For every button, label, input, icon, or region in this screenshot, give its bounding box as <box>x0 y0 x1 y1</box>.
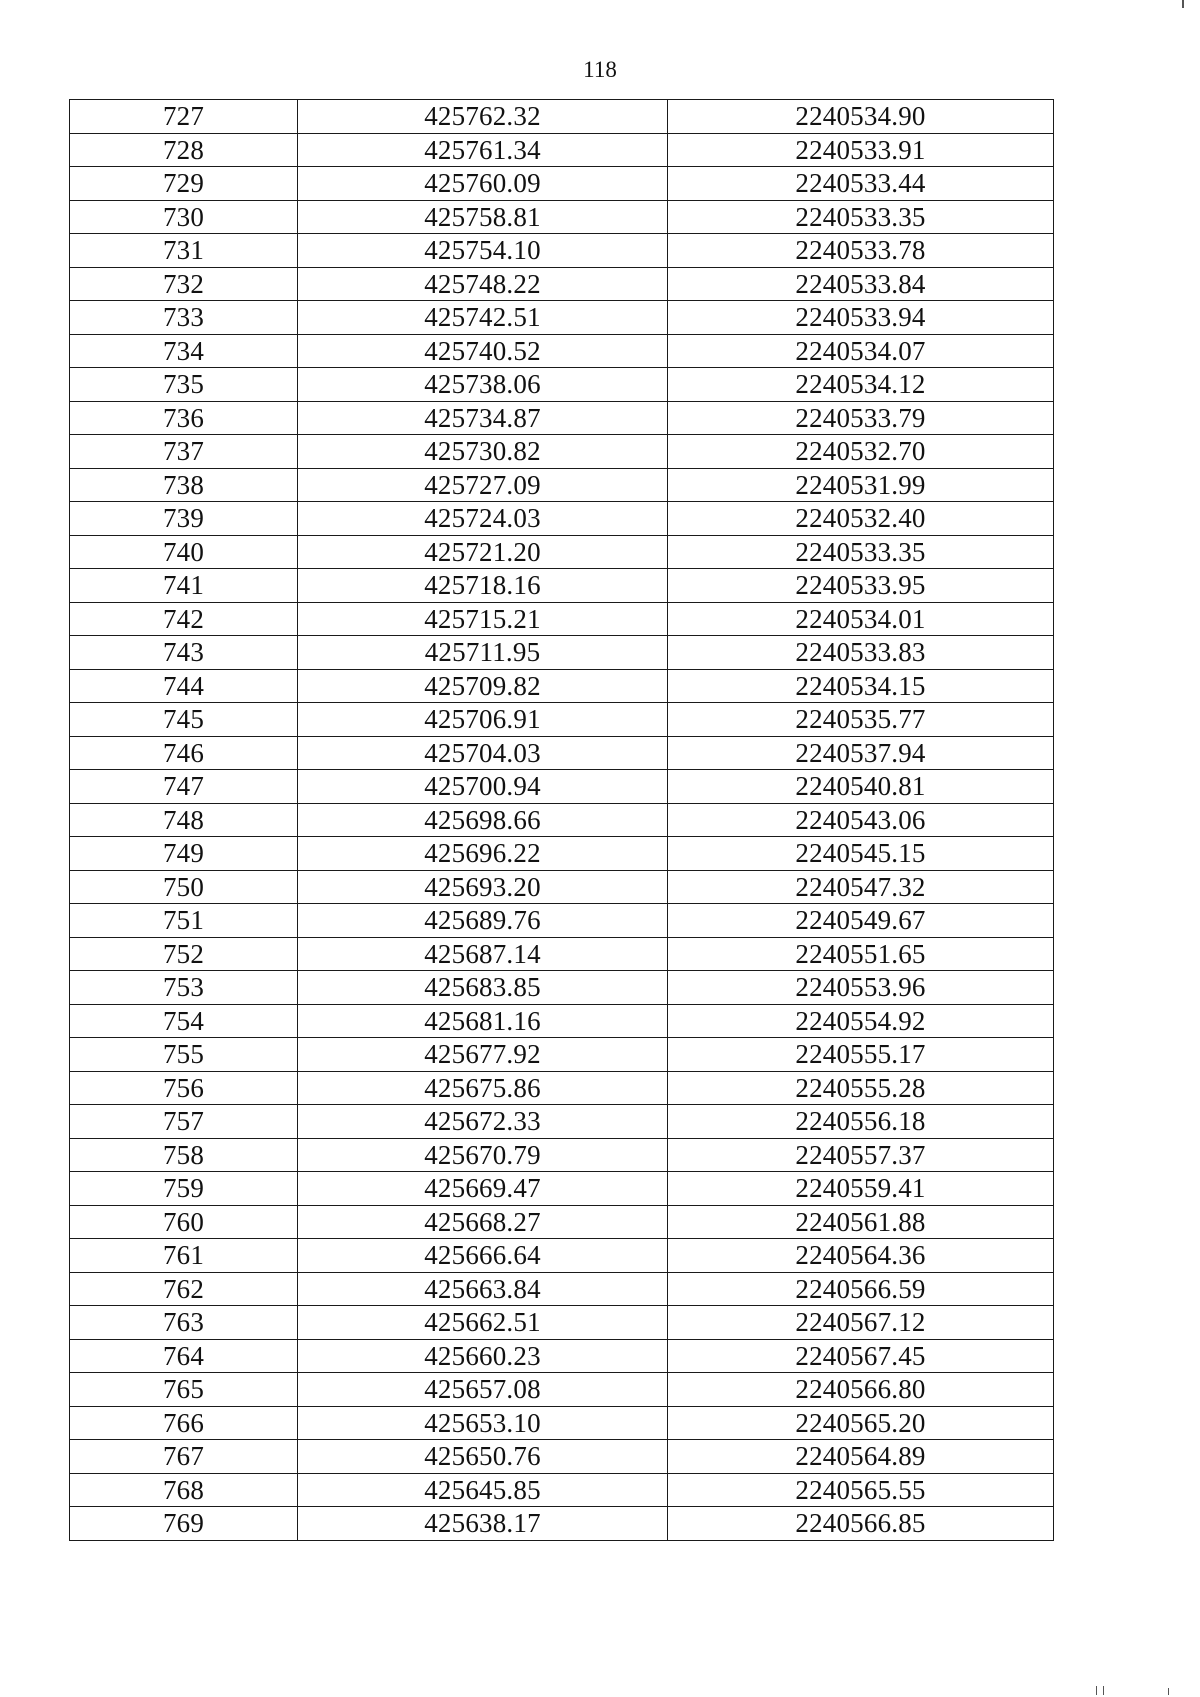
y-coordinate-cell: 2240534.01 <box>668 602 1054 636</box>
table-row <box>70 703 1054 737</box>
y-coordinate-cell: 2240559.41 <box>668 1172 1054 1206</box>
point-number-cell: 743 <box>70 636 298 670</box>
scan-mark <box>1096 1686 1097 1695</box>
y-coordinate-cell: 2240531.99 <box>668 468 1054 502</box>
point-number-cell: 729 <box>70 167 298 201</box>
table-row <box>70 468 1054 502</box>
table-row <box>70 803 1054 837</box>
point-number-cell: 739 <box>70 502 298 536</box>
y-coordinate-cell: 2240566.80 <box>668 1373 1054 1407</box>
point-number-cell: 760 <box>70 1205 298 1239</box>
x-coordinate-cell: 425760.09 <box>298 167 668 201</box>
y-coordinate-cell: 2240545.15 <box>668 837 1054 871</box>
point-number-cell: 738 <box>70 468 298 502</box>
table-row <box>70 234 1054 268</box>
point-number-cell: 753 <box>70 971 298 1005</box>
x-coordinate-cell: 425734.87 <box>298 401 668 435</box>
x-coordinate-cell: 425696.22 <box>298 837 668 871</box>
point-number-cell: 741 <box>70 569 298 603</box>
point-number-cell: 749 <box>70 837 298 871</box>
page-number: 118 <box>583 57 617 82</box>
point-number-cell: 731 <box>70 234 298 268</box>
x-coordinate-cell: 425669.47 <box>298 1172 668 1206</box>
y-coordinate-cell: 2240533.44 <box>668 167 1054 201</box>
x-coordinate-cell: 425672.33 <box>298 1105 668 1139</box>
point-number-cell: 767 <box>70 1440 298 1474</box>
point-number-cell: 757 <box>70 1105 298 1139</box>
table-row <box>70 1473 1054 1507</box>
y-coordinate-cell: 2240567.12 <box>668 1306 1054 1340</box>
x-coordinate-cell: 425762.32 <box>298 100 668 134</box>
point-number-cell: 748 <box>70 803 298 837</box>
y-coordinate-cell: 2240565.20 <box>668 1406 1054 1440</box>
point-number-cell: 752 <box>70 937 298 971</box>
y-coordinate-cell: 2240566.59 <box>668 1272 1054 1306</box>
table-row <box>70 1105 1054 1139</box>
table-row <box>70 535 1054 569</box>
point-number-cell: 762 <box>70 1272 298 1306</box>
table-row <box>70 937 1054 971</box>
y-coordinate-cell: 2240537.94 <box>668 736 1054 770</box>
x-coordinate-cell: 425742.51 <box>298 301 668 335</box>
point-number-cell: 735 <box>70 368 298 402</box>
point-number-cell: 750 <box>70 870 298 904</box>
y-coordinate-cell: 2240555.17 <box>668 1038 1054 1072</box>
y-coordinate-cell: 2240551.65 <box>668 937 1054 971</box>
point-number-cell: 764 <box>70 1339 298 1373</box>
x-coordinate-cell: 425721.20 <box>298 535 668 569</box>
y-coordinate-cell: 2240532.40 <box>668 502 1054 536</box>
x-coordinate-cell: 425645.85 <box>298 1473 668 1507</box>
y-coordinate-cell: 2240556.18 <box>668 1105 1054 1139</box>
x-coordinate-cell: 425709.82 <box>298 669 668 703</box>
y-coordinate-cell: 2240534.15 <box>668 669 1054 703</box>
x-coordinate-cell: 425666.64 <box>298 1239 668 1273</box>
x-coordinate-cell: 425715.21 <box>298 602 668 636</box>
table-row <box>70 502 1054 536</box>
y-coordinate-cell: 2240534.07 <box>668 334 1054 368</box>
point-number-cell: 733 <box>70 301 298 335</box>
table-row <box>70 1507 1054 1541</box>
y-coordinate-cell: 2240533.79 <box>668 401 1054 435</box>
table-row <box>70 334 1054 368</box>
point-number-cell: 744 <box>70 669 298 703</box>
coordinate-table-body <box>70 100 1054 1541</box>
table-row <box>70 1306 1054 1340</box>
table-row <box>70 870 1054 904</box>
y-coordinate-cell: 2240533.35 <box>668 200 1054 234</box>
coordinate-table <box>69 99 1054 1541</box>
y-coordinate-cell: 2240533.95 <box>668 569 1054 603</box>
x-coordinate-cell: 425687.14 <box>298 937 668 971</box>
x-coordinate-cell: 425700.94 <box>298 770 668 804</box>
point-number-cell: 751 <box>70 904 298 938</box>
point-number-cell: 765 <box>70 1373 298 1407</box>
y-coordinate-cell: 2240565.55 <box>668 1473 1054 1507</box>
x-coordinate-cell: 425653.10 <box>298 1406 668 1440</box>
table-row <box>70 1038 1054 1072</box>
table-row <box>70 569 1054 603</box>
x-coordinate-cell: 425718.16 <box>298 569 668 603</box>
y-coordinate-cell: 2240540.81 <box>668 770 1054 804</box>
x-coordinate-cell: 425657.08 <box>298 1373 668 1407</box>
y-coordinate-cell: 2240547.32 <box>668 870 1054 904</box>
point-number-cell: 742 <box>70 602 298 636</box>
table-row <box>70 971 1054 1005</box>
x-coordinate-cell: 425660.23 <box>298 1339 668 1373</box>
y-coordinate-cell: 2240554.92 <box>668 1004 1054 1038</box>
y-coordinate-cell: 2240533.84 <box>668 267 1054 301</box>
y-coordinate-cell: 2240566.85 <box>668 1507 1054 1541</box>
table-row <box>70 736 1054 770</box>
x-coordinate-cell: 425668.27 <box>298 1205 668 1239</box>
x-coordinate-cell: 425727.09 <box>298 468 668 502</box>
table-row <box>70 636 1054 670</box>
scan-mark <box>1182 0 1184 8</box>
x-coordinate-cell: 425730.82 <box>298 435 668 469</box>
table-row <box>70 1205 1054 1239</box>
table-row <box>70 167 1054 201</box>
x-coordinate-cell: 425740.52 <box>298 334 668 368</box>
point-number-cell: 755 <box>70 1038 298 1072</box>
table-row <box>70 267 1054 301</box>
y-coordinate-cell: 2240561.88 <box>668 1205 1054 1239</box>
y-coordinate-cell: 2240553.96 <box>668 971 1054 1005</box>
point-number-cell: 740 <box>70 535 298 569</box>
table-row <box>70 1339 1054 1373</box>
x-coordinate-cell: 425675.86 <box>298 1071 668 1105</box>
table-row <box>70 1004 1054 1038</box>
x-coordinate-cell: 425761.34 <box>298 133 668 167</box>
point-number-cell: 747 <box>70 770 298 804</box>
point-number-cell: 732 <box>70 267 298 301</box>
table-row <box>70 837 1054 871</box>
table-row <box>70 401 1054 435</box>
point-number-cell: 759 <box>70 1172 298 1206</box>
point-number-cell: 728 <box>70 133 298 167</box>
table-row <box>70 770 1054 804</box>
x-coordinate-cell: 425670.79 <box>298 1138 668 1172</box>
point-number-cell: 754 <box>70 1004 298 1038</box>
point-number-cell: 734 <box>70 334 298 368</box>
point-number-cell: 761 <box>70 1239 298 1273</box>
x-coordinate-cell: 425704.03 <box>298 736 668 770</box>
y-coordinate-cell: 2240533.91 <box>668 133 1054 167</box>
y-coordinate-cell: 2240564.89 <box>668 1440 1054 1474</box>
x-coordinate-cell: 425706.91 <box>298 703 668 737</box>
point-number-cell: 768 <box>70 1473 298 1507</box>
table-row <box>70 1172 1054 1206</box>
table-row <box>70 1406 1054 1440</box>
y-coordinate-cell: 2240564.36 <box>668 1239 1054 1273</box>
y-coordinate-cell: 2240534.90 <box>668 100 1054 134</box>
point-number-cell: 730 <box>70 200 298 234</box>
table-row <box>70 1440 1054 1474</box>
point-number-cell: 745 <box>70 703 298 737</box>
x-coordinate-cell: 425638.17 <box>298 1507 668 1541</box>
x-coordinate-cell: 425683.85 <box>298 971 668 1005</box>
table-row <box>70 1373 1054 1407</box>
point-number-cell: 737 <box>70 435 298 469</box>
table-row <box>70 100 1054 134</box>
y-coordinate-cell: 2240533.83 <box>668 636 1054 670</box>
y-coordinate-cell: 2240533.78 <box>668 234 1054 268</box>
x-coordinate-cell: 425738.06 <box>298 368 668 402</box>
x-coordinate-cell: 425711.95 <box>298 636 668 670</box>
x-coordinate-cell: 425662.51 <box>298 1306 668 1340</box>
x-coordinate-cell: 425724.03 <box>298 502 668 536</box>
x-coordinate-cell: 425677.92 <box>298 1038 668 1072</box>
y-coordinate-cell: 2240549.67 <box>668 904 1054 938</box>
table-row <box>70 301 1054 335</box>
y-coordinate-cell: 2240567.45 <box>668 1339 1054 1373</box>
x-coordinate-cell: 425663.84 <box>298 1272 668 1306</box>
table-row <box>70 669 1054 703</box>
point-number-cell: 736 <box>70 401 298 435</box>
x-coordinate-cell: 425681.16 <box>298 1004 668 1038</box>
table-row <box>70 1138 1054 1172</box>
scan-mark <box>1103 1686 1104 1695</box>
x-coordinate-cell: 425650.76 <box>298 1440 668 1474</box>
x-coordinate-cell: 425698.66 <box>298 803 668 837</box>
y-coordinate-cell: 2240543.06 <box>668 803 1054 837</box>
table-row <box>70 1071 1054 1105</box>
x-coordinate-cell: 425754.10 <box>298 234 668 268</box>
table-row <box>70 435 1054 469</box>
table-row <box>70 904 1054 938</box>
x-coordinate-cell: 425748.22 <box>298 267 668 301</box>
table-row <box>70 1272 1054 1306</box>
y-coordinate-cell: 2240534.12 <box>668 368 1054 402</box>
y-coordinate-cell: 2240533.35 <box>668 535 1054 569</box>
point-number-cell: 727 <box>70 100 298 134</box>
x-coordinate-cell: 425689.76 <box>298 904 668 938</box>
y-coordinate-cell: 2240533.94 <box>668 301 1054 335</box>
point-number-cell: 746 <box>70 736 298 770</box>
y-coordinate-cell: 2240557.37 <box>668 1138 1054 1172</box>
point-number-cell: 756 <box>70 1071 298 1105</box>
table-row <box>70 1239 1054 1273</box>
table-row <box>70 602 1054 636</box>
scan-mark <box>1168 1688 1169 1695</box>
x-coordinate-cell: 425693.20 <box>298 870 668 904</box>
table-row <box>70 200 1054 234</box>
point-number-cell: 763 <box>70 1306 298 1340</box>
y-coordinate-cell: 2240532.70 <box>668 435 1054 469</box>
table-row <box>70 368 1054 402</box>
y-coordinate-cell: 2240535.77 <box>668 703 1054 737</box>
table-row <box>70 133 1054 167</box>
point-number-cell: 769 <box>70 1507 298 1541</box>
point-number-cell: 766 <box>70 1406 298 1440</box>
y-coordinate-cell: 2240555.28 <box>668 1071 1054 1105</box>
x-coordinate-cell: 425758.81 <box>298 200 668 234</box>
point-number-cell: 758 <box>70 1138 298 1172</box>
